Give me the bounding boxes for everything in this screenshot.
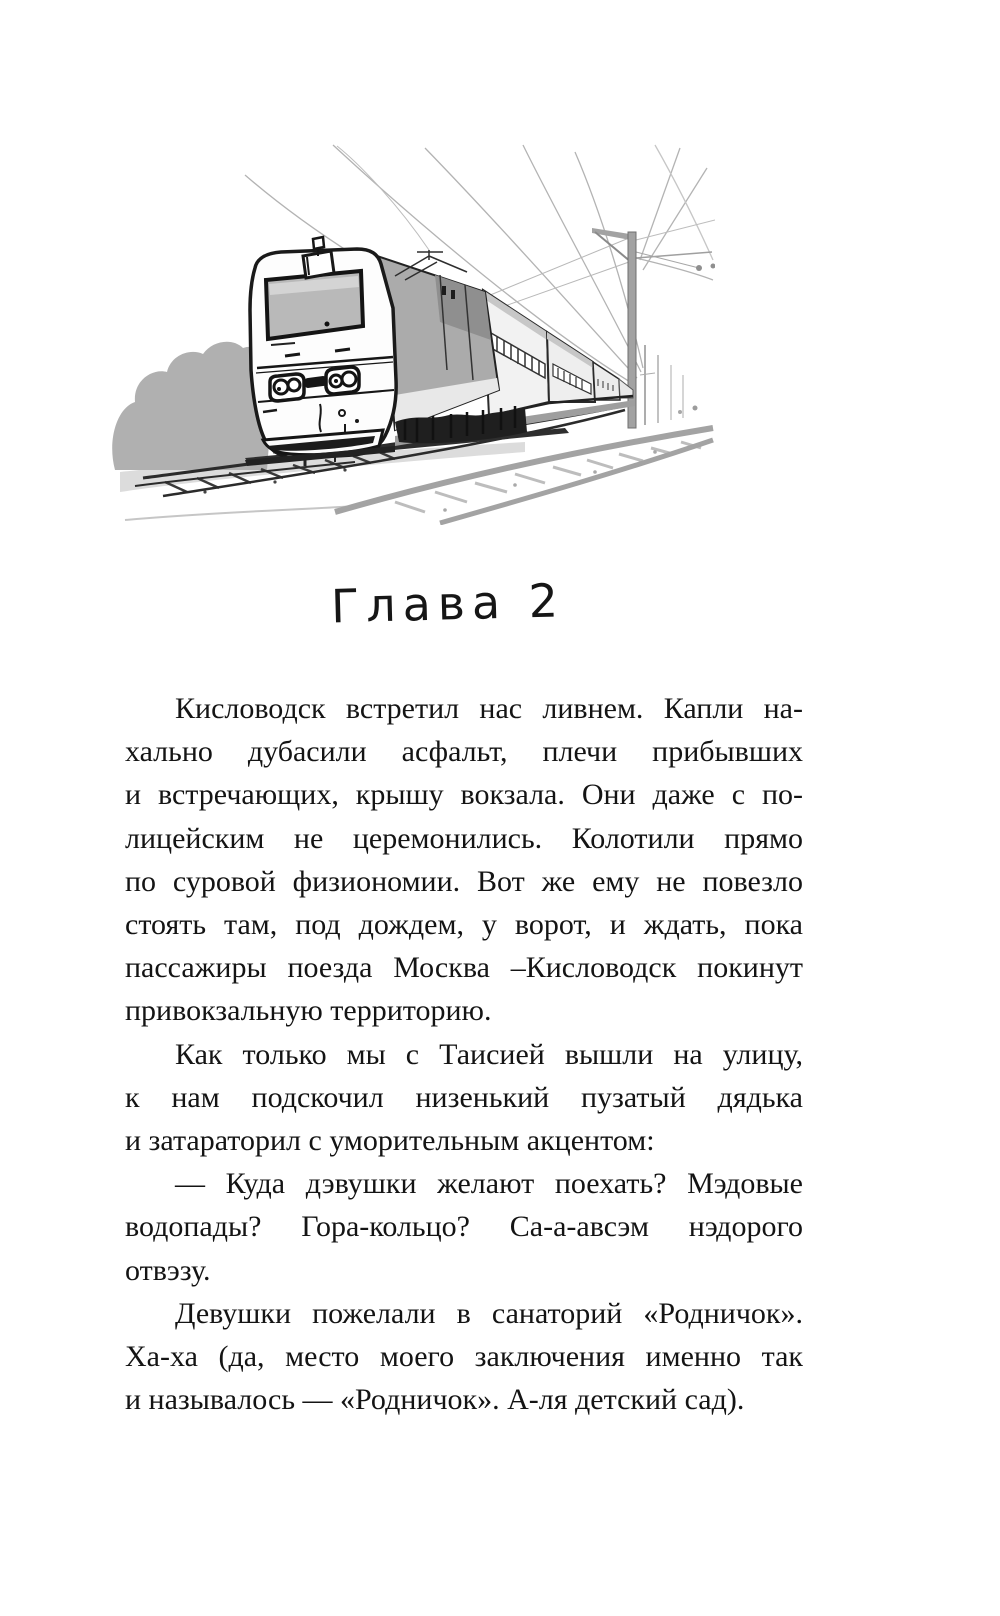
text-line: отвэзу. [125,1253,211,1287]
text-line: Как только мы с Таисией вышли на улицу, [175,1037,803,1071]
text-line: Девушки пожелали в санаторий «Родничок». [175,1296,803,1330]
locomotive-group [245,237,527,466]
train-illustration [95,140,715,525]
chapter-heading: Глава 2 [330,573,566,634]
text-line: хально дубасили асфальт, плечи прибывших [125,735,803,769]
text-line: Ха-ха (да, место моего заключения именно так [125,1340,803,1374]
distant-poles-group [640,345,698,425]
text-line: и затараторил с уморительным акцентом: [125,1124,655,1158]
text-line: привокзальную территорию. [125,994,492,1028]
text-line: и называлось — «Родничок». А-ля детский сад). [125,1383,745,1417]
text-line: пассажиры поезда Москва –Кисловодск покинут [125,951,803,985]
text-line: водопады? Гора-кольцо? Са-а-авсэм нэдорого [125,1210,803,1244]
text-line: и встречающих, крышу вокзала. Они даже с по- [125,778,803,812]
text-line: к нам подскочил низенький пузатый дядька [125,1080,803,1114]
text-line: Кисловодск встретил нас ливнем. Капли на- [175,692,803,725]
text-line: стоять там, под дождем, у ворот, и ждать, пока [125,908,803,942]
text-line: лицейским не церемонились. Колотили прямо [125,821,803,855]
text-line: — Куда дэвушки желают поехать? Мэдовые [175,1167,803,1201]
text-line: по суровой физиономии. Вот же ему не повезло [125,864,803,898]
body-text [125,687,803,1421]
